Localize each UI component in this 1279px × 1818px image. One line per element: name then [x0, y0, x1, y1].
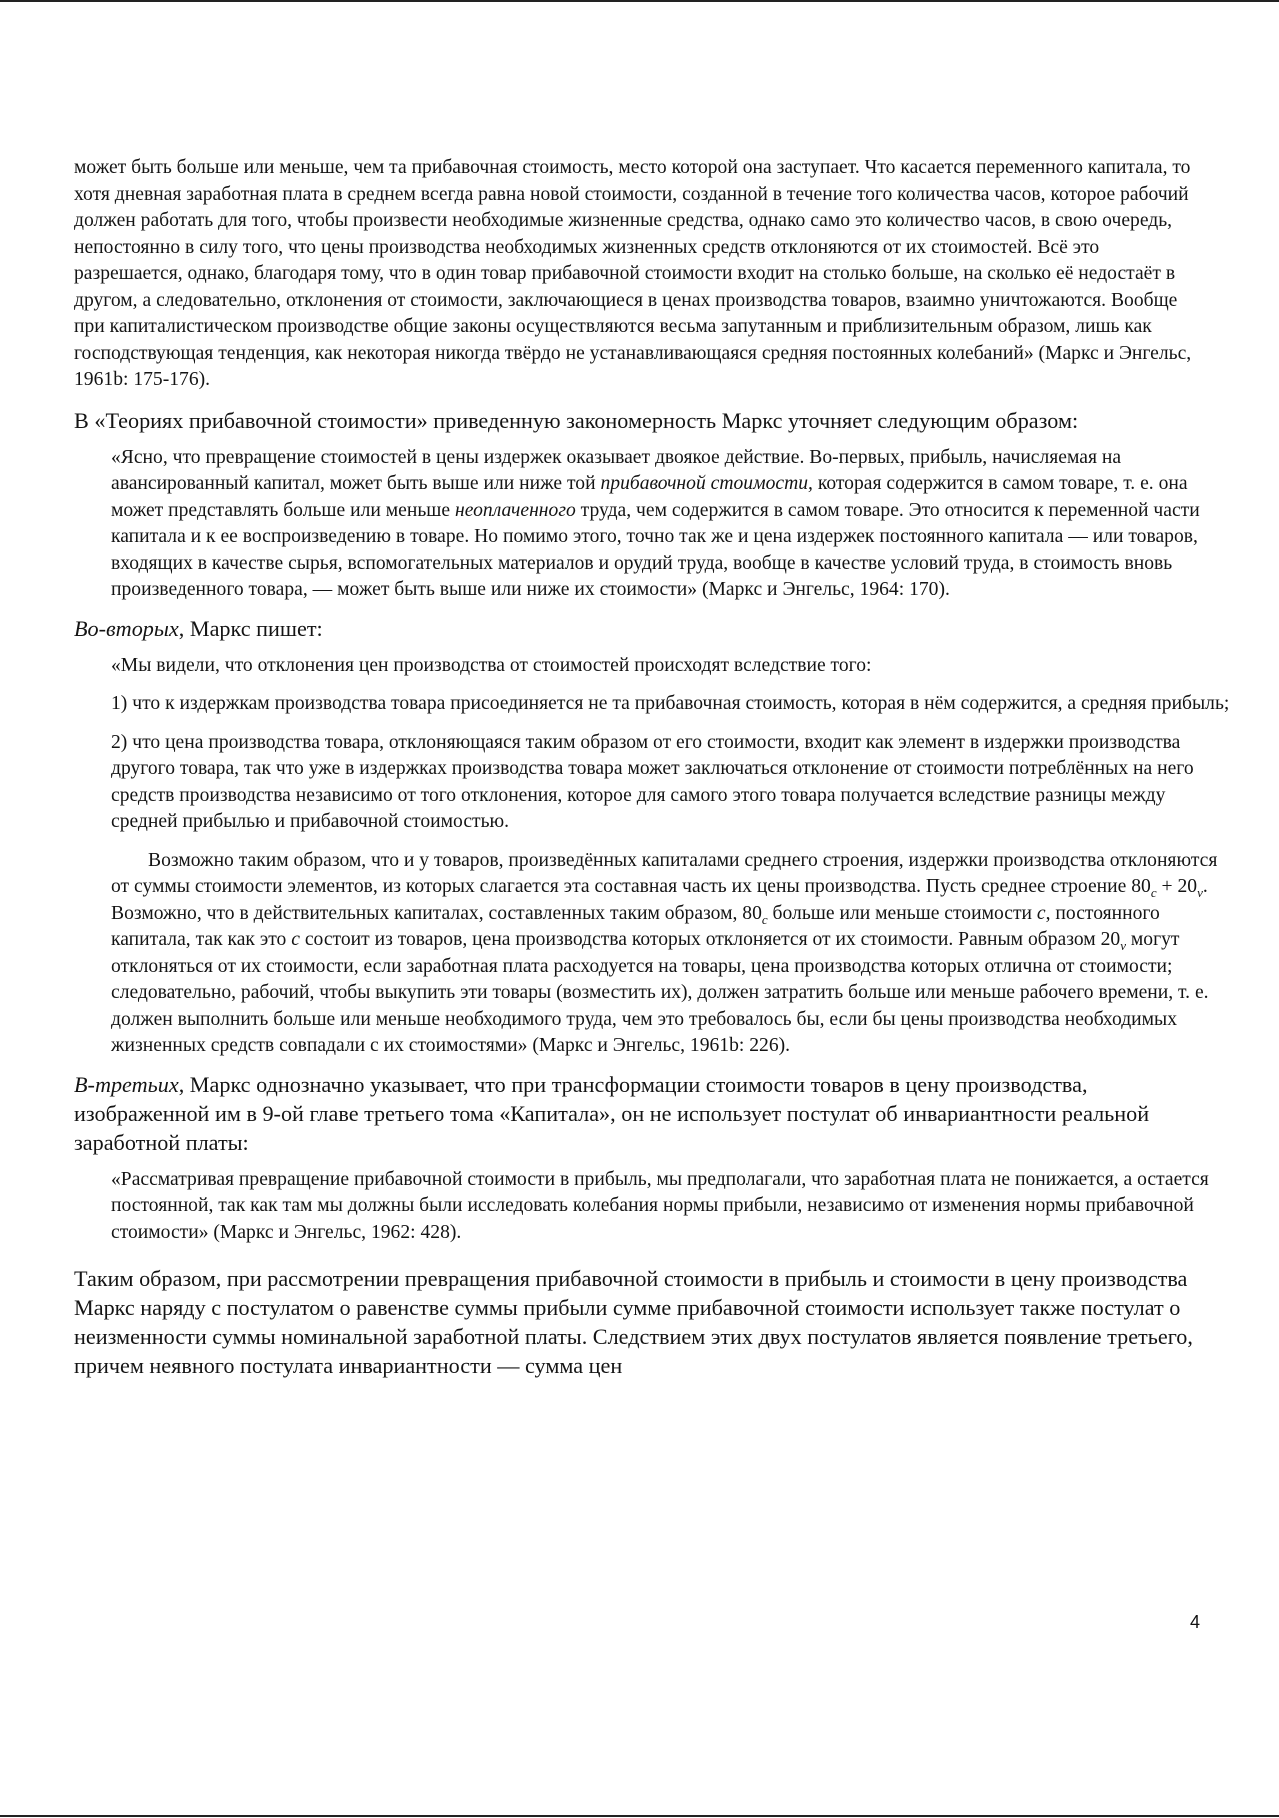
paragraph-theories: В «Теориях прибавочной стоимости» приведенную закономерность Маркс уточняет следующим образом: — [74, 407, 1079, 433]
emphasis-second: Во-вторых — [74, 615, 179, 641]
quote-text: . Возможно, что в действительных капиталах, составленных таким образом, 80 — [111, 876, 1208, 924]
quote-paragraph — [111, 445, 1230, 604]
paragraph-text: , Маркс однозначно указывает, что при трансформации стоимости товаров в цену производства, изображенной им в 9-ой главе третьего тома «Капитала», он не использует постулат об инвариантности реальной заработной платы: — [74, 1071, 1150, 1155]
quote-text: могут отклоняться от их стоимости, если заработная плата расходуется на товары, цена производства которых отлична от стоимости; следовательно, рабочий, чтобы выкупить эти товары (возместить их), должен затратить больше или меньше рабочего времени, т. е. должен выполнить больше или меньше необходимого труда, чем это требовалось бы, если бы цены производства необходимых жизненных средств совпадали с их стоимостями» (Маркс и Энгельс, 1961b: 226). — [111, 929, 1209, 1056]
italic-c: c — [1036, 902, 1046, 924]
quote-text: состоит из товаров, цена производства которых отклоняется от их стоимости. Равным образом 20 — [299, 929, 1121, 950]
subscript-c: c — [761, 911, 768, 927]
quote-text: Возможно таким образом, что и у товаров, произведённых капиталами среднего строения, издержки производства отклоняются от суммы стоимости элементов, из которых слагается эта составная часть их цены производства. Пусть среднее строение 80 — [111, 849, 1218, 897]
quote-text: + 20 — [1156, 876, 1198, 897]
paragraph-third — [74, 1070, 1210, 1157]
emphasis-third: В-третьих — [74, 1071, 179, 1097]
quote-intro: «Мы видели, что отклонения цен производства от стоимостей происходят вследствие того: — [111, 654, 872, 676]
quote-block-deviations — [111, 653, 1230, 1060]
italic-c: c — [291, 929, 300, 950]
page-number: 4 — [1190, 1612, 1201, 1632]
quote-item-2: 2) что цена производства товара, отклоняющаяся таким образом от его стоимости, входит как элемент в издержки производства другого товара, так что уже в издержках производства товара может заключаться отклонение от стоимости потреблённых на него средств производства независимо от того отклонения, которое для самого этого товара получается вследствие разницы между средней прибылью и прибавочной стоимостью. — [111, 731, 1194, 832]
subscript-v: v — [1120, 937, 1126, 953]
quote-emphasis: прибавочной стоимости, — [600, 473, 813, 494]
subscript-v: v — [1197, 884, 1203, 900]
continued-quote-paragraph: может быть больше или меньше, чем та прибавочная стоимость, место которой она заступает. Что касается переменного капитала, то хотя дневная заработная плата в среднем всегда равна новой стоимости, созданной в течение того количества часов, которое рабочий должен работать для того, чтобы произвести необходимые жизненные средства, однако само это количество часов, в свою очередь, непостоянно в силу того, что цены производства необходимых жизненных средств отклоняются от их стоимостей. Всё это разрешается, однако, благодаря тому, что в один товар прибавочной стоимости входит на столько больше, на сколько её недостаёт в другом, а следовательно, отклонения от стоимости, заключающиеся в ценах производства товаров, взаимно уничтожаются. Вообще при капиталистическом производстве общие законы осуществляются весьма запутанным и приблизительным образом, лишь как господствующая тенденция, как некоторая никогда твёрдо не устанавливающаяся средняя постоянных колебаний» (Маркс и Энгельс, 1961b: 175-176). — [74, 157, 1192, 390]
quote-text: больше или меньше стоимости — [767, 902, 1037, 924]
paragraph-second — [74, 614, 1210, 643]
quote-emphasis: неоплаченного — [454, 499, 576, 521]
quote-text: , постоянного капитала, так как это — [111, 902, 1160, 950]
quote-text: которая содержится в самом товаре, т. е. она может представлять больше или меньше — [111, 473, 1188, 521]
quote-text: труда, чем содержится в самом товаре. Это относится к переменной части капитала и к ее воспроизведению в товаре. Но помимо этого, точно так же и цена издержек постоянного капитала — или товаров, входящих в качестве сырья, вспомогательных материалов и орудий труда, вообще в качестве условий труда, в стоимость вновь произведенного товара, — может быть выше или ниже их стоимости» (Маркс и Энгельс, 1964: 170). — [111, 499, 1200, 600]
paragraph-conclusion: Таким образом, при рассмотрении превращения прибавочной стоимости в прибыль и стоимости в цену производства Маркс наряду с постулатом о равенстве суммы прибыли сумме прибавочной стоимости использует также постулат о неизменности суммы номинальной заработной платы. Следствием этих двух постулатов является появление третьего, причем неявного постулата инвариантности — сумма цен — [74, 1266, 1193, 1378]
subscript-c: c — [1150, 884, 1157, 900]
paragraph-text: , Маркс пишет: — [178, 615, 323, 641]
document-body — [74, 155, 1230, 1390]
page-top-edge — [0, 0, 1279, 2]
quote-item-1: 1) что к издержкам производства товара присоединяется не та прибавочная стоимость, которая в нём содержится, а средняя прибыль; — [111, 693, 1230, 714]
quote-text: «Ясно, что превращение стоимостей в цены издержек оказывает двоякое действие. Во-первых, прибыль, начисляемая на авансированный капитал, может быть выше или ниже той — [111, 446, 1122, 494]
quote-block-wages — [111, 1167, 1230, 1247]
quote-paragraph-composition — [111, 848, 1230, 1060]
page-bottom-edge — [0, 1815, 1279, 1817]
quote-block-theories — [111, 445, 1230, 604]
quote-paragraph: «Рассматривая превращение прибавочной стоимости в прибыль, мы предполагали, что заработная плата не понижается, а остается постоянной, так как там мы должны были исследовать колебания нормы прибыли, независимо от изменения нормы прибавочной стоимости» (Маркс и Энгельс, 1962: 428). — [111, 1168, 1209, 1243]
